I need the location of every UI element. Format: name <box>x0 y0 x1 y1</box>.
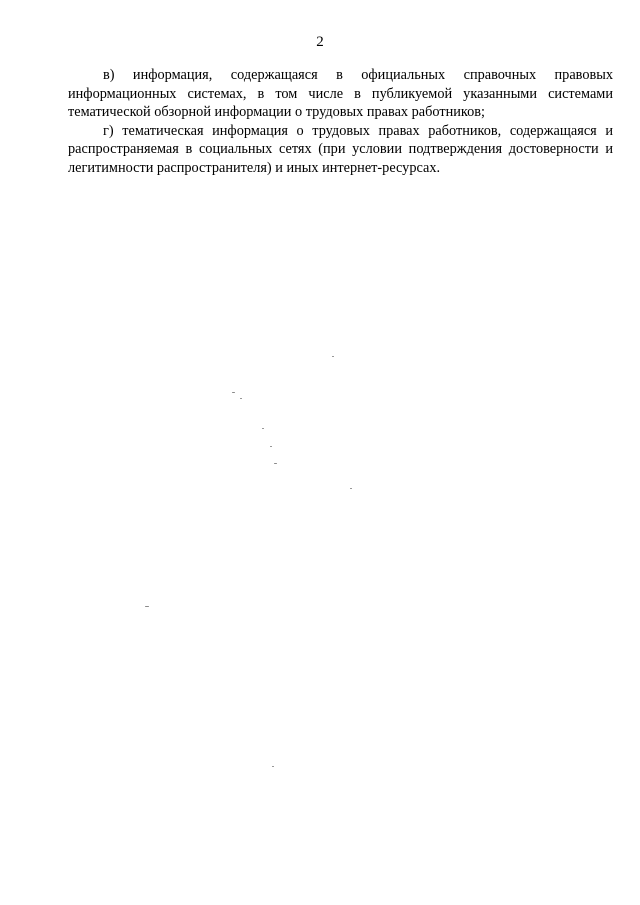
document-body <box>68 66 613 177</box>
scan-speck <box>240 398 242 399</box>
scan-speck <box>332 356 334 357</box>
page-number: 2 <box>316 34 324 50</box>
scan-speck <box>350 488 352 489</box>
scan-speck <box>232 392 235 393</box>
scan-speck <box>262 428 264 429</box>
paragraph-g: г) тематическая информация о трудовых правах работников, содержащаяся и распространяемая в социальных сетях (при условии подтверждения достоверности и легитимности распространителя) и иных интернет-ресурсах. <box>68 122 613 176</box>
scan-speck <box>270 446 272 447</box>
scan-speck <box>274 463 277 464</box>
scan-speck <box>272 766 274 767</box>
scan-speck <box>145 606 149 607</box>
paragraph-v: в) информация, содержащаяся в официальных справочных правовых информационных системах, в том числе в публикуемой указанными системами тематической обзорной информации о трудовых правах работников; <box>68 67 613 120</box>
